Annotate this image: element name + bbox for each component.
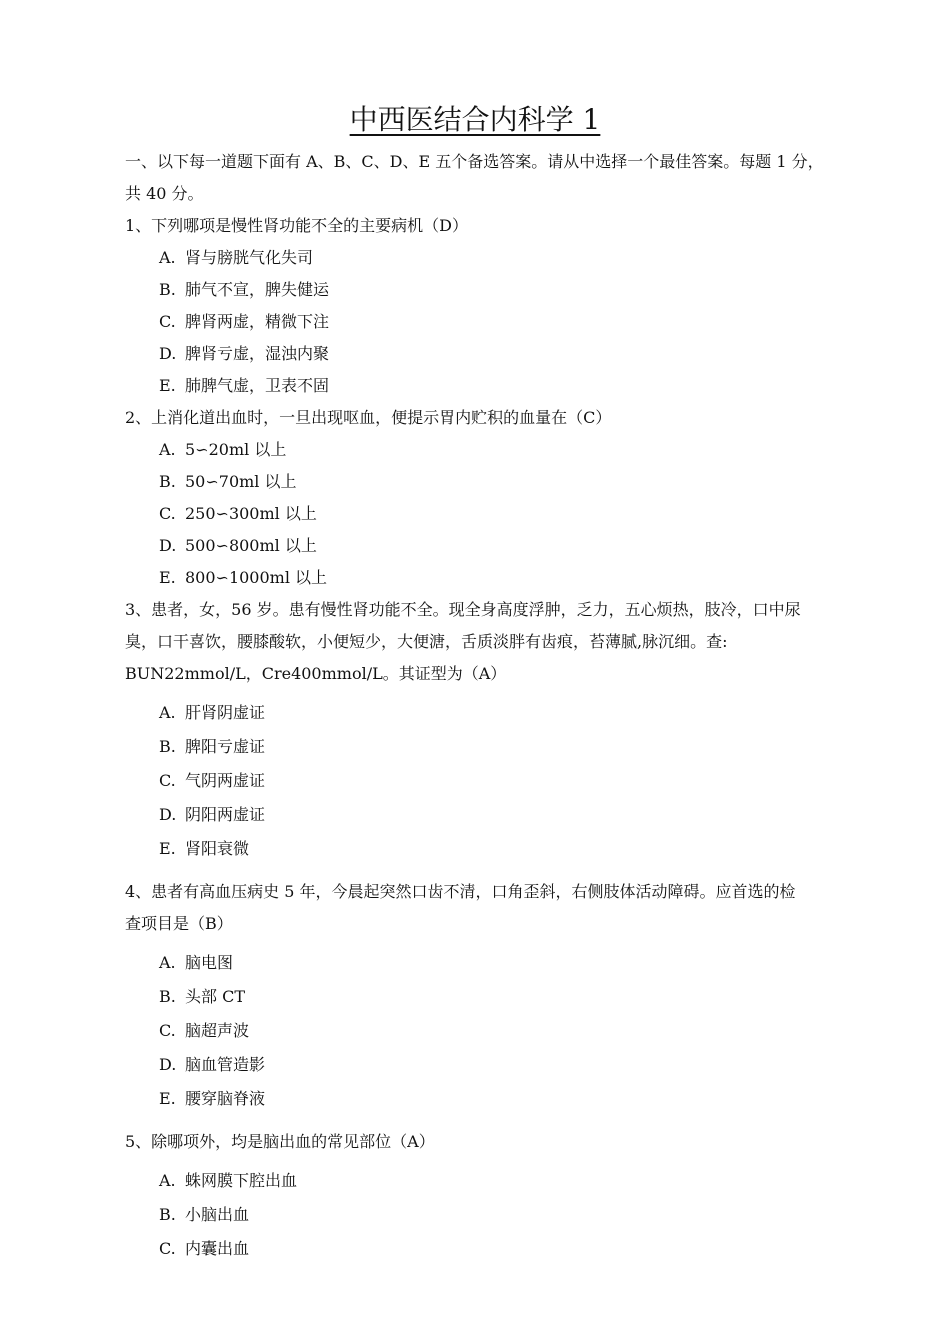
option-a: A. 肝肾阴虚证 [159,703,266,722]
question-stem-line-1: 3、患者，女，56 岁。患有慢性肾功能不全。现全身高度浮肿，乏力，五心烦热，肢冷，口中尿 [125,600,801,619]
option-a: A. 肾与膀胱气化失司 [159,248,314,267]
option-e: E. 肺脾气虚，卫表不固 [159,376,330,395]
question-3 [125,594,835,866]
option-d: D. 脑血管造影 [159,1055,266,1074]
option-b: B. 肺气不宣，脾失健运 [159,280,330,299]
option-d: D. 阴阳两虚证 [159,805,266,824]
option-d: D. 脾肾亏虚，湿浊内聚 [159,344,330,363]
document-title [0,100,950,140]
option-c: C. 脾肾两虚，精微下注 [159,312,330,331]
question-stem: 1、下列哪项是慢性肾功能不全的主要病机（D） [125,216,469,235]
option-c: C. 内囊出血 [159,1239,250,1258]
option-list [125,1164,835,1266]
option-a: A. 5∽20ml 以上 [159,440,287,459]
question-stem-line-3: BUN22mmol/L，Cre400mmol/L。其证型为（A） [125,664,507,683]
option-list [125,946,835,1116]
option-e: E. 800∽1000ml 以上 [159,568,328,587]
option-a: A. 蛛网膜下腔出血 [159,1171,298,1190]
option-b: B. 小脑出血 [159,1205,250,1224]
question-stem-line-1: 4、患者有高血压病史 5 年，今晨起突然口齿不清，口角歪斜，右侧肢体活动障碍。应首选的检 [125,882,796,901]
option-list [125,434,835,594]
option-b: B. 脾阳亏虚证 [159,737,266,756]
document-body [125,146,835,1266]
question-stem: 2、上消化道出血时，一旦出现呕血，便提示胃内贮积的血量在（C） [125,408,612,427]
question-5 [125,1126,835,1266]
option-b: B. 50∽70ml 以上 [159,472,297,491]
option-c: C. 脑超声波 [159,1021,250,1040]
option-a: A. 脑电图 [159,953,234,972]
instructions-line-2: 共 40 分。 [125,184,204,203]
option-list [125,242,835,402]
option-d: D. 500∽800ml 以上 [159,536,317,555]
question-1 [125,210,835,402]
instructions-line-1: 一、以下每一道题下面有 A、B、C、D、E 五个备选答案。请从中选择一个最佳答案。每题 1 分， [125,152,824,171]
document-title-text: 中西医结合内科学 1 [349,103,601,136]
option-c: C. 气阴两虚证 [159,771,266,790]
option-c: C. 250∽300ml 以上 [159,504,317,523]
option-b: B. 头部 CT [159,987,246,1006]
option-list [125,696,835,866]
option-e: E. 肾阳衰微 [159,839,250,858]
question-2 [125,402,835,594]
question-stem-line-2: 臭，口干喜饮，腰膝酸软，小便短少，大便溏，舌质淡胖有齿痕，苔薄腻,脉沉细。查: [125,632,728,651]
option-e: E. 腰穿脑脊液 [159,1089,266,1108]
question-stem: 5、除哪项外，均是脑出血的常见部位（A） [125,1132,435,1151]
question-4 [125,876,835,1116]
question-stem-line-2: 查项目是（B） [125,914,233,933]
